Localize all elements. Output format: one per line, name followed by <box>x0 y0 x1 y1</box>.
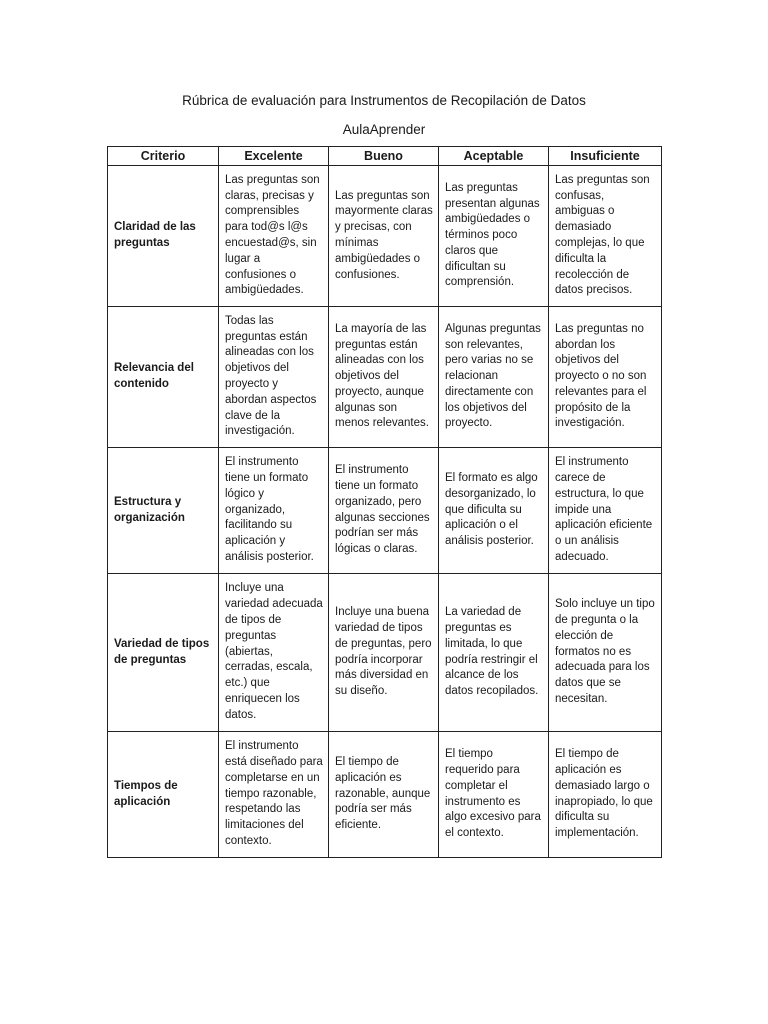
table-row <box>108 448 662 574</box>
table-header-row <box>108 147 662 166</box>
bueno-cell: La mayoría de las preguntas están alineadas con los objetivos del proyecto, aunque algunas son menos relevantes. <box>329 307 439 448</box>
excelente-cell: Todas las preguntas están alineadas con los objetivos del proyecto y abordan aspectos clave de la investigación. <box>219 307 329 448</box>
aceptable-cell: La variedad de preguntas es limitada, lo que podría restringir el alcance de los datos recopilados. <box>439 574 549 732</box>
aceptable-cell: El tiempo requerido para completar el instrumento es algo excesivo para el contexto. <box>439 732 549 858</box>
aceptable-cell: Algunas preguntas son relevantes, pero varias no se relacionan directamente con los objetivos del proyecto. <box>439 307 549 448</box>
insuficiente-cell: El instrumento carece de estructura, lo que impide una aplicación eficiente o un análisis adecuado. <box>549 448 662 574</box>
insuficiente-cell: El tiempo de aplicación es demasiado largo o inapropiado, lo que dificulta su implementación. <box>549 732 662 858</box>
table-row <box>108 307 662 448</box>
header-criterio: Criterio <box>108 147 219 166</box>
insuficiente-cell: Solo incluye un tipo de pregunta o la elección de formatos no es adecuada para los datos que se necesitan. <box>549 574 662 732</box>
excelente-cell: El instrumento tiene un formato lógico y organizado, facilitando su aplicación y análisis posterior. <box>219 448 329 574</box>
criterion-cell: Variedad de tipos de preguntas <box>108 574 219 732</box>
header-insuficiente: Insuficiente <box>549 147 662 166</box>
rubric-table <box>107 146 662 858</box>
header-aceptable: Aceptable <box>439 147 549 166</box>
bueno-cell: Las preguntas son mayormente claras y precisas, con mínimas ambigüedades o confusiones. <box>329 166 439 307</box>
bueno-cell: El tiempo de aplicación es razonable, aunque podría ser más eficiente. <box>329 732 439 858</box>
criterion-cell: Relevancia del contenido <box>108 307 219 448</box>
document-subtitle: AulaAprender <box>342 122 426 137</box>
header-bueno: Bueno <box>329 147 439 166</box>
aceptable-cell: Las preguntas presentan algunas ambigüedades o términos poco claros que dificultan su comprensión. <box>439 166 549 307</box>
criterion-cell: Claridad de las preguntas <box>108 166 219 307</box>
header-excelente: Excelente <box>219 147 329 166</box>
excelente-cell: El instrumento está diseñado para completarse en un tiempo razonable, respetando las limitaciones del contexto. <box>219 732 329 858</box>
document-title: Rúbrica de evaluación para Instrumentos de Recopilación de Datos <box>182 93 586 108</box>
excelente-cell: Incluye una variedad adecuada de tipos de preguntas (abiertas, cerradas, escala, etc.) que enriquecen los datos. <box>219 574 329 732</box>
criterion-cell: Estructura y organización <box>108 448 219 574</box>
criterion-cell: Tiempos de aplicación <box>108 732 219 858</box>
bueno-cell: Incluye una buena variedad de tipos de preguntas, pero podría incorporar más diversidad en su diseño. <box>329 574 439 732</box>
insuficiente-cell: Las preguntas son confusas, ambiguas o demasiado complejas, lo que dificulta la recolección de datos precisos. <box>549 166 662 307</box>
table-row <box>108 166 662 307</box>
aceptable-cell: El formato es algo desorganizado, lo que dificulta su aplicación o el análisis posterior. <box>439 448 549 574</box>
excelente-cell: Las preguntas son claras, precisas y comprensibles para tod@s l@s encuestad@s, sin lugar a confusiones o ambigüedades. <box>219 166 329 307</box>
table-row <box>108 574 662 732</box>
insuficiente-cell: Las preguntas no abordan los objetivos del proyecto o no son relevantes para el propósito de la investigación. <box>549 307 662 448</box>
bueno-cell: El instrumento tiene un formato organizado, pero algunas secciones podrían ser más lógicas o claras. <box>329 448 439 574</box>
table-row <box>108 732 662 858</box>
